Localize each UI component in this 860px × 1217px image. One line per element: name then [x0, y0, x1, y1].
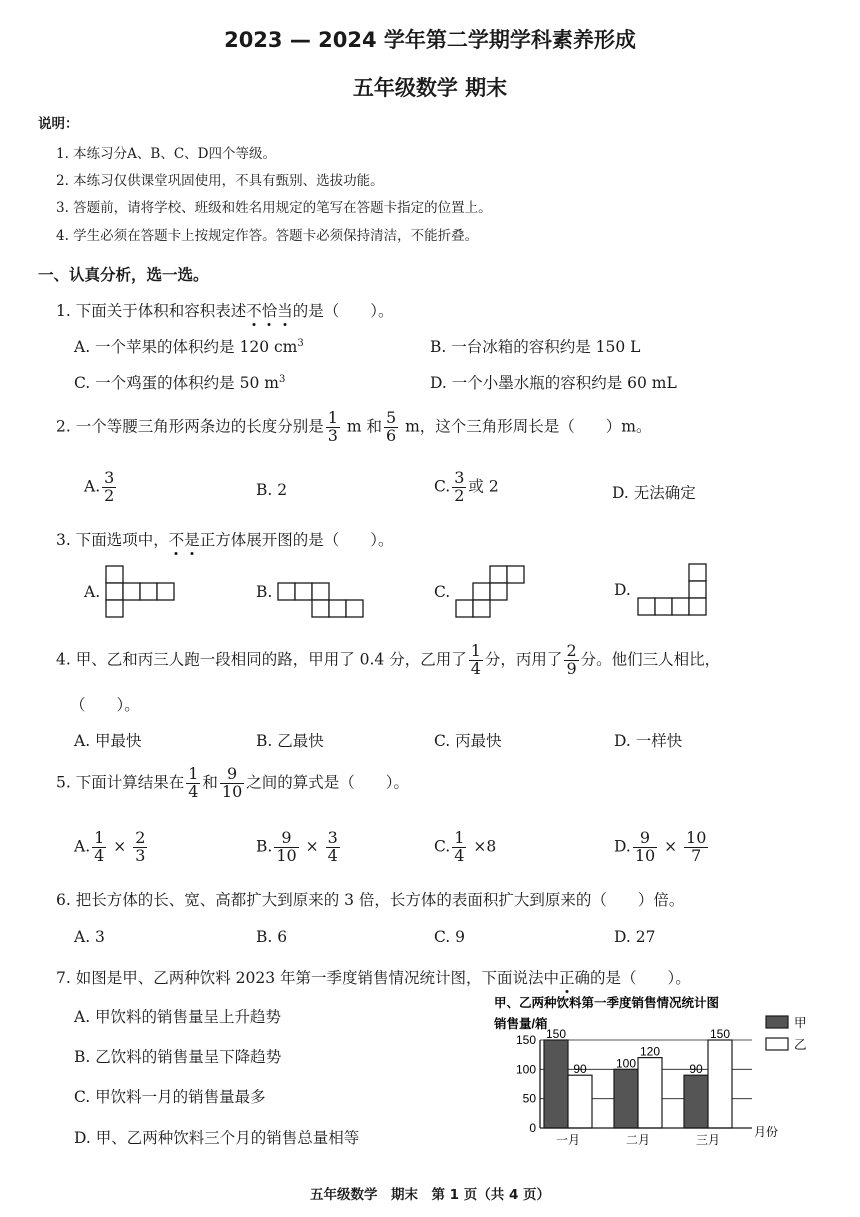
- denominator: 4: [94, 845, 105, 865]
- fraction: [102, 470, 116, 505]
- q4-stem-pre: 4. 甲、乙和丙三人跑一段相同的路，甲用了 0.4 分，乙用了: [56, 650, 467, 669]
- q1-option-b: B. 一台冰箱的容积约是 150 L: [430, 338, 641, 356]
- fraction: [133, 830, 147, 865]
- cube-net-c: [452, 562, 532, 622]
- bar-yi: [708, 1040, 732, 1128]
- q7-stem-pre: 7. 如图是甲、乙两种饮料 2023 年第一季度销售情况统计图，下面说法中: [56, 969, 560, 987]
- question-5: [56, 766, 409, 801]
- y-axis-label: 销售量/箱: [494, 1017, 548, 1031]
- option-letter: B.: [256, 837, 273, 856]
- bar-value-label: 120: [639, 1044, 661, 1059]
- superscript: 3: [297, 337, 304, 349]
- fraction: [452, 470, 466, 505]
- fraction: [469, 643, 483, 678]
- numerator: 3: [327, 828, 338, 847]
- q3-option-d-label: D.: [614, 581, 631, 599]
- q4-option-d: D. 一样快: [614, 732, 683, 750]
- question-7: [56, 966, 691, 988]
- denominator: 4: [188, 781, 199, 801]
- emphasis-char: 不: [168, 531, 185, 549]
- q7-option-a: A. 甲饮料的销售量呈上升趋势: [74, 1008, 282, 1026]
- superscript: 3: [278, 373, 286, 385]
- question-4: [56, 643, 720, 678]
- q1-stem-post: 的是（ ）。: [292, 302, 394, 320]
- q7-stem-post: 确的是（ ）。: [574, 969, 691, 987]
- cube-net-a: [100, 560, 190, 620]
- q2-option-b: B. 2: [256, 481, 288, 499]
- numerator: 1: [454, 828, 465, 847]
- legend-label: 乙: [794, 1038, 807, 1052]
- q1-option-d: D. 一个小墨水瓶的容积约是 60 mL: [430, 374, 677, 392]
- emphasis-char: 恰: [261, 302, 278, 320]
- q1-option-c-text: C. 一个鸡蛋的体积约是 50 m: [74, 374, 279, 392]
- q1-option-a-text: A. 一个苹果的体积约是 120 cm: [74, 338, 298, 356]
- question-1: [56, 299, 394, 321]
- notes-heading: 说明：: [38, 116, 79, 132]
- q5-option-c: [434, 830, 496, 865]
- q3-option-a-label: A.: [84, 583, 101, 601]
- y-tick-label: 100: [515, 1062, 536, 1077]
- option-letter: C.: [434, 477, 451, 496]
- fraction: [220, 766, 244, 801]
- denominator: 6: [385, 425, 397, 445]
- q5-stem-mid: 和: [202, 773, 218, 792]
- emphasis-char: 不: [246, 302, 262, 320]
- bar-value-label: 90: [689, 1062, 703, 1077]
- bar-value-label: 100: [615, 1056, 637, 1071]
- denominator: 9: [566, 658, 577, 678]
- bar-value-label: 90: [573, 1062, 587, 1077]
- q1-stem-pre: 1. 下面关于体积和容积表述: [56, 302, 247, 320]
- numerator: 5: [385, 408, 397, 427]
- option-letter: C.: [434, 837, 451, 856]
- denominator: 10: [276, 845, 297, 865]
- q4-option-b: B. 乙最快: [256, 732, 324, 750]
- q7-option-c: C. 甲饮料一月的销售量最多: [74, 1088, 266, 1106]
- x-tick-label: 一月: [555, 1133, 581, 1147]
- cube-net-b: [274, 578, 374, 622]
- q2-stem-post: m，这个三角形周长是（ ）m。: [400, 417, 652, 436]
- note-item: 2. 本练习仅供课堂巩固使用，不具有甄别、选拔功能。: [56, 173, 384, 189]
- q4-option-a: A. 甲最快: [74, 732, 142, 750]
- q6-option-d: D. 27: [614, 928, 656, 946]
- q1-option-a: [74, 335, 304, 357]
- times-sign: ×: [113, 837, 127, 856]
- emphasis-char: 是: [184, 531, 200, 549]
- fraction: [92, 830, 106, 865]
- sales-bar-chart: [490, 990, 820, 1150]
- bar-yi: [568, 1075, 592, 1128]
- q3-option-c-label: C.: [434, 583, 451, 601]
- q5-stem-post: 之间的算式是（ ）。: [246, 773, 410, 792]
- q2-stem-mid: m 和: [341, 417, 382, 436]
- fraction: [384, 410, 398, 445]
- q6-option-c: C. 9: [434, 928, 466, 946]
- denominator: 4: [327, 845, 338, 865]
- fraction: [564, 643, 578, 678]
- fraction: [186, 766, 200, 801]
- option-letter: D.: [614, 837, 631, 856]
- numerator: 1: [94, 828, 105, 847]
- q2-option-c: [434, 470, 499, 505]
- cube-net-d: [632, 560, 716, 620]
- q2-option-a: [84, 470, 118, 505]
- fraction: [326, 410, 340, 445]
- option-tail: ×8: [473, 837, 497, 856]
- bar-jia: [614, 1069, 638, 1128]
- numerator: 9: [274, 830, 298, 848]
- note-item: 4. 学生必须在答题卡上按规定作答。答题卡必须保持清洁，不能折叠。: [56, 228, 479, 244]
- denominator: 4: [470, 658, 481, 678]
- numerator: 2: [566, 641, 577, 660]
- numerator: 9: [633, 830, 657, 848]
- option-letter: A.: [74, 837, 91, 856]
- emphasis-char: 当: [277, 302, 293, 320]
- question-2: [56, 410, 651, 445]
- q2-option-d: D. 无法确定: [612, 484, 696, 502]
- q5-option-a: [74, 830, 149, 865]
- denominator: 3: [327, 425, 338, 445]
- denominator: 2: [104, 485, 115, 505]
- numerator: 10: [686, 828, 707, 847]
- q4-stem-post: 分。他们三人相比，: [580, 650, 721, 669]
- option-letter: A.: [84, 477, 101, 496]
- q6-option-a: A. 3: [74, 928, 105, 946]
- y-tick-label: 50: [522, 1091, 536, 1106]
- q5-stem-pre: 5. 下面计算结果在: [56, 773, 185, 792]
- bar-yi: [638, 1058, 662, 1128]
- chart-title: 甲、乙两种饮料第一季度销售情况统计图: [494, 996, 720, 1010]
- times-sign: ×: [305, 837, 319, 856]
- fraction: [684, 830, 708, 865]
- bar-jia: [684, 1075, 708, 1128]
- q4-answer-blank: （ ）。: [70, 696, 140, 714]
- q7-option-b: B. 乙饮料的销售量呈下降趋势: [74, 1048, 282, 1066]
- numerator: 1: [327, 408, 338, 427]
- times-sign: ×: [664, 837, 678, 856]
- y-tick-label: 0: [529, 1121, 536, 1135]
- exam-subtitle: 五年级数学 期末: [352, 76, 508, 100]
- q5-option-b: [256, 830, 342, 865]
- denominator: 7: [691, 845, 702, 865]
- q7-option-d: D. 甲、乙两种饮料三个月的销售总量相等: [74, 1129, 360, 1147]
- legend-swatch: [766, 1016, 788, 1028]
- denominator: 3: [135, 845, 146, 865]
- bar-value-label: 150: [545, 1027, 567, 1041]
- numerator: 3: [104, 468, 115, 487]
- fraction: [633, 830, 657, 865]
- q1-option-c: [74, 371, 285, 393]
- numerator: 1: [188, 764, 199, 783]
- numerator: 3: [454, 468, 465, 487]
- fraction: [452, 830, 466, 865]
- numerator: 2: [135, 828, 146, 847]
- exam-title: 2023 — 2024 学年第二学期学科素养形成: [224, 28, 636, 52]
- denominator: 10: [634, 845, 656, 865]
- x-tick-label: 三月: [695, 1133, 721, 1147]
- denominator: 10: [221, 781, 243, 801]
- section-title: 一、认真分析，选一选。: [38, 266, 209, 284]
- bar-value-label: 150: [709, 1027, 731, 1041]
- x-axis-label: 月份: [754, 1125, 779, 1139]
- q3-stem-pre: 3. 下面选项中，: [56, 531, 169, 549]
- note-item: 3. 答题前，请将学校、班级和姓名用规定的笔写在答题卡指定的位置上。: [56, 200, 492, 216]
- note-item: 1. 本练习分A、B、C、D四个等级。: [56, 146, 276, 162]
- q4-stem-mid: 分，丙用了: [484, 650, 563, 669]
- y-tick-label: 150: [515, 1033, 536, 1047]
- fraction: [326, 830, 340, 865]
- numerator: 9: [220, 766, 244, 784]
- q2-stem-pre: 2. 一个等腰三角形两条边的长度分别是: [56, 417, 324, 436]
- q4-option-c: C. 丙最快: [434, 732, 502, 750]
- q3-stem-post: 正方体展开图的是（ ）。: [199, 531, 394, 549]
- q5-option-d: [614, 830, 710, 865]
- q3-option-b-label: B.: [256, 583, 273, 601]
- legend-swatch: [766, 1038, 788, 1050]
- question-3: [56, 528, 394, 550]
- question-6: 6. 把长方体的长、宽、高都扩大到原来的 3 倍，长方体的表面积扩大到原来的（ ）倍。: [56, 891, 685, 909]
- fraction: [274, 830, 298, 865]
- option-tail: 或 2: [468, 477, 499, 496]
- x-tick-label: 二月: [625, 1133, 651, 1147]
- q6-option-b: B. 6: [256, 928, 288, 946]
- legend-label: 甲: [794, 1016, 807, 1030]
- emphasis-char: 正: [559, 969, 575, 987]
- denominator: 4: [454, 845, 465, 865]
- numerator: 1: [470, 641, 481, 660]
- bar-jia: [544, 1040, 568, 1128]
- page-footer: 五年级数学 期末 第 1 页（共 4 页）: [309, 1187, 551, 1203]
- denominator: 2: [454, 485, 465, 505]
